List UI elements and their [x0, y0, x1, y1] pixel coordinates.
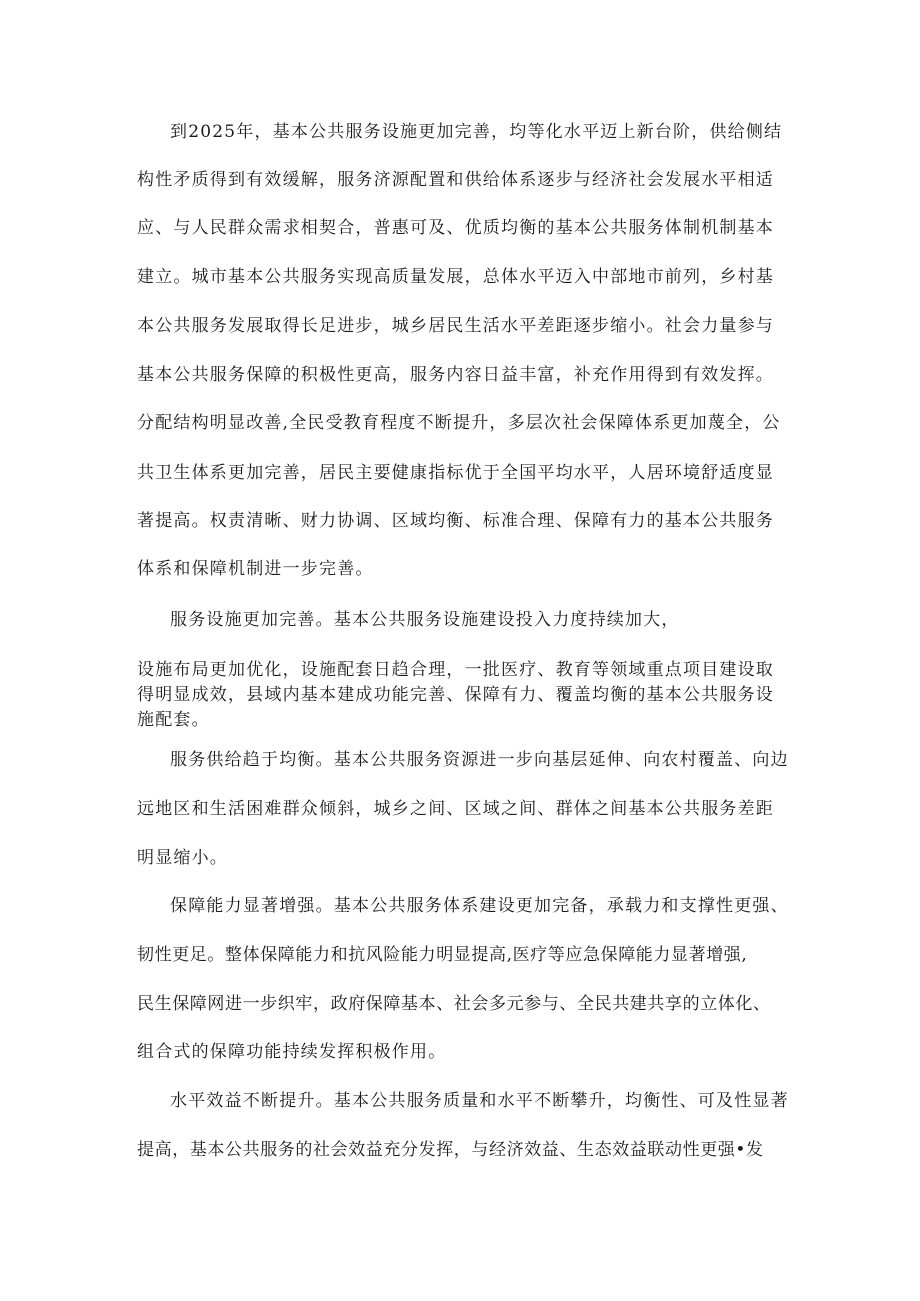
text-line: 建立。城市基本公共服务实现高质量发展，总体水平迈入中部地市前列，乡村基 [137, 267, 774, 287]
text-line: 设施布局更加优化，设施配套日趋合理，一批医疗、教育等领域重点项目建设取 [137, 660, 774, 680]
text-line: 基本公共服务保障的积极性更高，服务内容日益丰富，补充作用得到有效发挥。 [137, 365, 774, 385]
text-line: 服务设施更加完善。基本公共服务设施建设投入力度持续加大， [170, 610, 680, 630]
text-line: 共卫生体系更加完善，居民主要健康指标优于全国平均水平，人居环境舒适度显 [137, 463, 774, 483]
text-line: 应、与人民群众需求相契合，普惠可及、优质均衡的基本公共服务体制机制基本 [137, 218, 774, 238]
text-line: 施配套。 [137, 710, 210, 730]
text-line: 到2025年，基本公共服务设施更加完善，均等化水平迈上新台阶，供给侧结 [170, 122, 783, 142]
text-line: 韧性更足。整体保障能力和抗风险能力明显提高,医疗等应急保障能力显著增强, [137, 945, 748, 965]
text-line: 分配结构明显改善,全民受教育程度不断提升，多层次社会保障体系更加蔑全，公 [137, 413, 781, 433]
text-line: 提高，基本公共服务的社会效益充分发挥，与经济效益、生态效益联动性更强•发 [137, 1140, 764, 1160]
text-line: 构性矛质得到有效缓解，服务济源配置和供给体系逐步与经济社会发展水平相适 [137, 170, 774, 190]
text-line: 得明显成效，县域内基本建成功能完善、保障有力、覆盖均衡的基本公共服务设 [137, 685, 774, 705]
text-line: 组合式的保障功能持续发挥积极作用。 [137, 1042, 447, 1062]
text-line: 体系和保障机制进一步完善。 [137, 559, 374, 579]
text-line: 民生保障网进一步织牢，政府保障基本、社会多元参与、全民共建共享的立体化、 [137, 994, 771, 1014]
text-line: 水平效益不断提升。基本公共服务质量和水平不断攀升，均衡性、可及性显著 [170, 1091, 789, 1111]
text-line: 本公共服务发展取得长足进步，城乡居民生活水平差距逐步缩小。社会力量参与 [137, 316, 774, 336]
text-line: 远地区和生活困难群众倾斜，城乡之间、区域之间、群体之间基本公共服务差距 [137, 799, 774, 819]
text-line: 服务供给趋于均衡。基本公共服务资源进一步向基层延伸、向农村覆盖、向边 [170, 750, 789, 770]
text-line: 著提高。权责清晰、财力协调、区域均衡、标准合理、保障有力的基本公共服务 [137, 511, 774, 531]
text-line: 保障能力显著增强。基本公共服务体系建设更加完备，承载力和支撑性更强、 [170, 896, 789, 916]
text-line: 明显缩小。 [137, 848, 228, 868]
